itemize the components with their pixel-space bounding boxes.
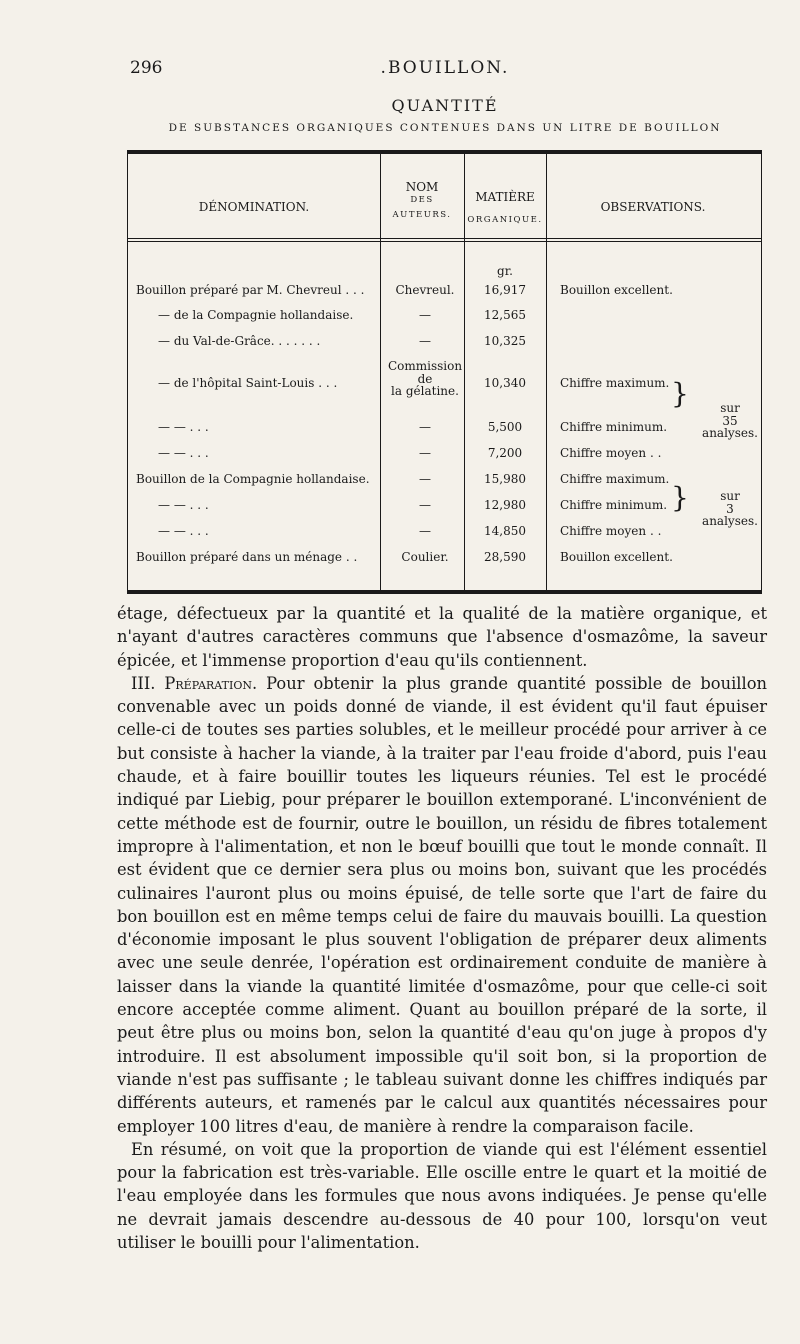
row-matter: 7,200 — [487, 446, 523, 460]
running-title: .BOUILLON. — [380, 58, 510, 78]
row-observation: Bouillon excellent. — [560, 550, 673, 564]
commission-line1: Commission — [387, 359, 463, 373]
page-header — [130, 58, 760, 82]
row-denomination: — de la Compagnie hollandaise. — [158, 308, 354, 322]
body-text — [117, 602, 767, 1254]
commission-line2: de — [417, 371, 433, 386]
row-denomination: — — . . . — [158, 446, 209, 460]
row-author: Coulier. — [401, 550, 449, 564]
paragraph-preparation — [117, 672, 767, 1138]
group2-brace: } — [671, 481, 689, 514]
group2-note-line2: 3 analyses. — [702, 501, 758, 529]
row-author: — — [419, 446, 431, 460]
group2-note — [700, 490, 760, 528]
paragraph-continuation: étage, défectueux par la quantité et la qualité de la matière organique, et n'ayant d'autres caractères communs que l'absence d'osmazôme, la saveur épicée, et l'immense proportion d'eau qu'ils contiennent. — [117, 604, 767, 670]
row-observation: Bouillon excellent. — [560, 283, 673, 297]
commission-label — [386, 360, 464, 398]
commission-line3: la gélatine. — [391, 384, 459, 399]
row-observation: Chiffre minimum. — [560, 498, 668, 512]
header-denomination: DÉNOMINATION. — [198, 200, 310, 214]
row-observation: Chiffre minimum. — [560, 420, 668, 434]
row-matter: 15,980 — [484, 472, 526, 486]
row-author: — — [419, 524, 431, 538]
row-matter: 14,850 — [484, 524, 526, 538]
paragraph-summary: En résumé, on voit que la proportion de viande qui est l'élément essentiel pour la fabrication est très-variable. Elle oscille entre le quart et la moitié de l'eau employée dans les formules que nous avons indiquées. Je pense qu'elle ne devrait jamais descendre au-dessous de 40 pour 100, lorsqu'on veut utiliser le bouilli pour l'alimentation. — [117, 1139, 767, 1253]
paragraph-preparation-text: Pour obtenir la plus grande quantité possible de bouillon convenable avec un poids donné de viande, il est évident qu'il faut épuiser celle-ci de toutes ses parties solubles, et le meilleur procédé pour arriver à ce but consiste à hacher la viande, à la traiter par l'eau froide d'abord, puis l'eau chaude, et à faire bouillir toutes les liqueurs réunies. Tel est le procédé indiqué par Liebig, pour préparer le bouillon extemporané. L'inconvénient de cette méthode est de fournir, outre le bouillon, un résidu de fibres totalement impropre à l'alimentation, et non le bœuf bouilli que tout le monde connaît. Il est évident que ce dernier sera plus ou moins bon, suivant que les procédés culinaires l'auront plus ou moins épuisé, de telle sorte que l'art de faire du bon bouillon est en même temps celui de faire du mauvais bouilli. La question d'économie imposant le plus souvent l'obligation de préparer deux aliments avec une seule denrée, l'opération est ordinairement conduite de manière à laisser dans la viande la quantité limitée d'osmazôme, pour que celle-ci soit encore acceptée comme aliment. Quant au bouillon préparé de la sorte, il peut être plus ou moins bon, selon la quantité d'eau qu'on juge à propos d'y introduire. Il est absolument impossible qu'il soit bon, si la proportion de viande n'est pas suffisante ; le tableau suivant donne les chiffres indiqués par différents auteurs, et ramenés par le calcul aux quantités nécessaires pour employer 100 litres d'eau, de manière à rendre la comparaison facile. — [117, 673, 767, 1136]
row-observation: Chiffre maximum. — [560, 472, 670, 486]
row-author: Chevreul. — [395, 283, 455, 297]
group1-note-line1: sur — [720, 401, 740, 415]
row-matter: 12,980 — [484, 498, 526, 512]
row-observation: Chiffre maximum. — [560, 376, 670, 390]
row-denomination: — — . . . — [158, 524, 209, 538]
row-matter: 10,340 — [484, 376, 526, 390]
row-matter: 16,917 — [484, 283, 526, 297]
header-authors — [380, 180, 464, 220]
header-authors-line3: AUTEURS. — [392, 209, 452, 220]
row-observation: Chiffre moyen . . — [560, 446, 662, 460]
table-subtitle: DE SUBSTANCES ORGANIQUES CONTENUES DANS UN LITRE DE BOUILLON — [168, 122, 722, 134]
data-table — [127, 150, 762, 594]
row-matter: 10,325 — [484, 334, 526, 348]
row-author: — — [419, 334, 431, 348]
row-author: — — [419, 472, 431, 486]
header-divider — [128, 238, 761, 239]
row-observation: Chiffre moyen . . — [560, 524, 662, 538]
header-divider — [128, 241, 761, 242]
row-matter: 28,590 — [484, 550, 526, 564]
row-denomination: Bouillon de la Compagnie hollandaise. — [136, 472, 370, 486]
row-matter: 5,500 — [487, 420, 523, 434]
page-number: 296 — [130, 58, 163, 78]
group1-note-line2: 35 analyses. — [702, 413, 758, 441]
header-matter-line1: MATIÈRE — [475, 190, 535, 204]
header-authors-line2: DES — [410, 195, 434, 205]
row-denomination: — — . . . — [158, 420, 209, 434]
row-denomination: Bouillon préparé par M. Chevreul . . . — [136, 283, 365, 297]
header-matter — [464, 190, 546, 226]
header-authors-line1: NOM — [405, 180, 439, 194]
header-observations: OBSERVATIONS. — [600, 200, 706, 214]
row-author: — — [419, 420, 431, 434]
section-label: III. Préparation. — [131, 673, 258, 693]
table-title: QUANTITÉ — [391, 96, 499, 115]
row-denomination: Bouillon préparé dans un ménage . . — [136, 550, 358, 564]
row-denomination: — du Val-de-Grâce. . . . . . . — [158, 334, 321, 348]
group1-note — [700, 402, 760, 440]
unit-label: gr. — [497, 264, 513, 278]
group1-brace: } — [671, 377, 689, 410]
row-author: — — [419, 308, 431, 322]
row-author: — — [419, 498, 431, 512]
header-matter-line2: ORGANIQUE. — [467, 215, 543, 225]
row-denomination: — — . . . — [158, 498, 209, 512]
row-denomination: — de l'hôpital Saint-Louis . . . — [158, 376, 338, 390]
group2-note-line1: sur — [720, 489, 740, 503]
column-divider — [546, 154, 547, 590]
row-matter: 12,565 — [484, 308, 526, 322]
